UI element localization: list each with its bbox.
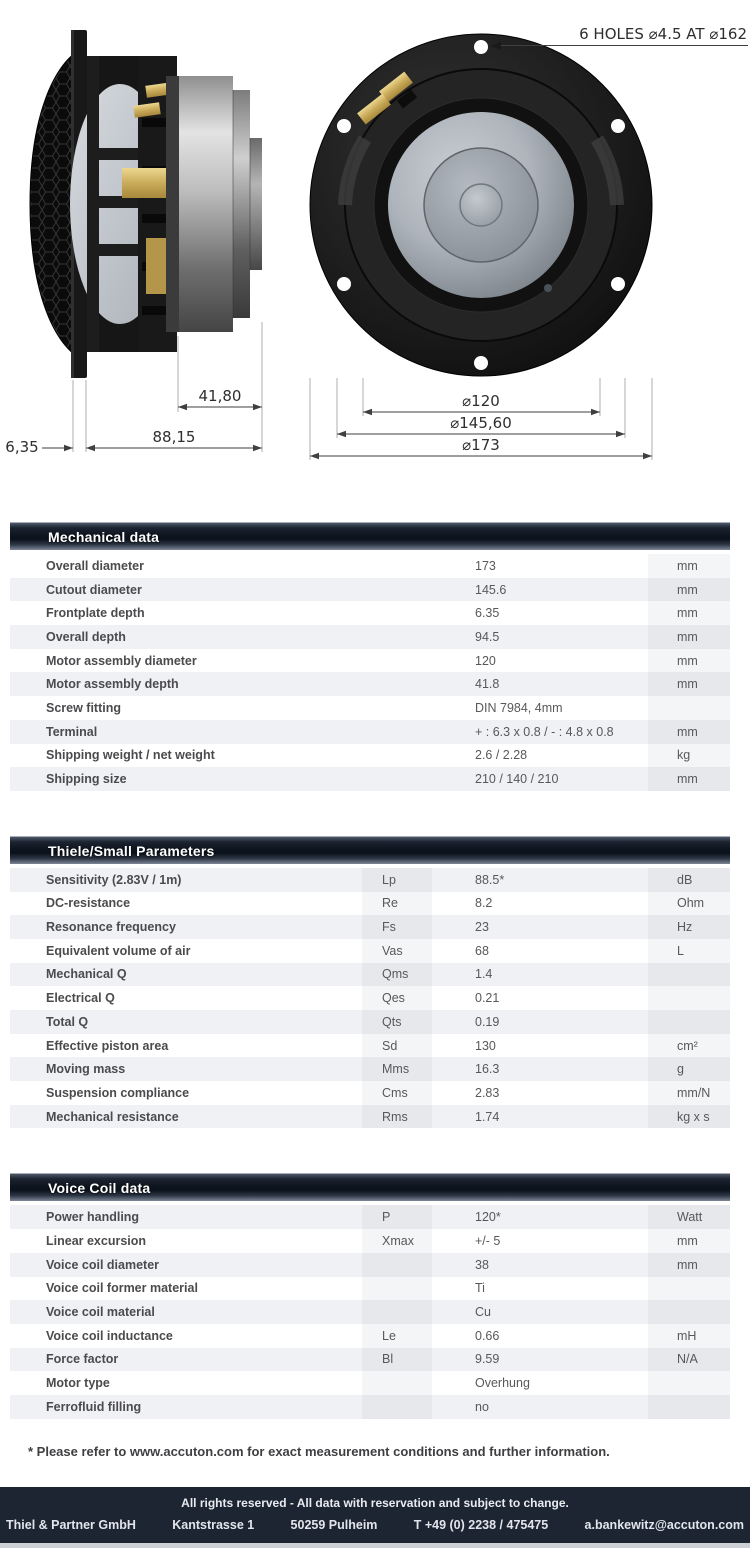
table-row xyxy=(10,1348,730,1372)
cell-unit: mm xyxy=(648,1253,730,1277)
table-title-voice-coil: Voice Coil data xyxy=(10,1173,730,1201)
cell-symbol xyxy=(362,578,432,602)
cell-label: Voice coil material xyxy=(46,1305,155,1320)
cell-symbol: Qes xyxy=(362,986,432,1010)
cell-symbol: Fs xyxy=(362,915,432,939)
technical-drawings xyxy=(0,0,750,470)
cell-symbol: Le xyxy=(362,1324,432,1348)
table-row xyxy=(10,1253,730,1277)
cell-label: Moving mass xyxy=(46,1062,126,1077)
cell-value: DIN 7984, 4mm xyxy=(475,700,563,715)
table-voice-coil-data xyxy=(10,1173,730,1418)
cell-unit: L xyxy=(648,939,730,963)
table-row xyxy=(10,1324,730,1348)
cell-value: 130 xyxy=(475,1038,496,1053)
cell-unit xyxy=(648,1395,730,1419)
cell-value: 0.19 xyxy=(475,1014,500,1029)
cell-value: 173 xyxy=(475,558,496,573)
table-row xyxy=(10,892,730,916)
table-body-voice-coil xyxy=(10,1205,730,1418)
cell-unit: Hz xyxy=(648,915,730,939)
cell-unit: kg xyxy=(648,744,730,768)
cell-label: Total Q xyxy=(46,1014,89,1029)
cell-symbol xyxy=(362,767,432,791)
cell-unit xyxy=(648,1300,730,1324)
cell-label: Cutout diameter xyxy=(46,582,142,597)
cell-symbol xyxy=(362,1300,432,1324)
cell-value: 2.83 xyxy=(475,1085,500,1100)
table-row xyxy=(10,963,730,987)
cell-label: Screw fitting xyxy=(46,700,122,715)
cell-value: 120* xyxy=(475,1210,501,1225)
cell-symbol xyxy=(362,554,432,578)
cell-value: 120 xyxy=(475,653,496,668)
cell-value: +/- 5 xyxy=(475,1233,501,1248)
cell-unit: dB xyxy=(648,868,730,892)
cell-unit xyxy=(648,986,730,1010)
table-row xyxy=(10,939,730,963)
cell-unit: Ohm xyxy=(648,892,730,916)
table-row xyxy=(10,1057,730,1081)
footer xyxy=(0,1487,750,1548)
cell-label: Mechanical Q xyxy=(46,967,127,982)
dimension-body-depth xyxy=(86,428,262,451)
cell-unit: cm² xyxy=(648,1034,730,1058)
cell-label: Frontplate depth xyxy=(46,606,145,621)
table-row xyxy=(10,1205,730,1229)
table-title-mechanical: Mechanical data xyxy=(10,522,730,550)
table-row xyxy=(10,1229,730,1253)
cell-symbol xyxy=(362,625,432,649)
cell-value: 210 / 140 / 210 xyxy=(475,772,559,787)
cell-value: 8.2 xyxy=(475,896,493,911)
table-row xyxy=(10,1300,730,1324)
dimension-label-body-depth: 88,15 xyxy=(152,428,196,446)
spec-tables xyxy=(10,522,730,1419)
holes-note-label: 6 HOLES ⌀4.5 AT ⌀162 xyxy=(579,25,747,43)
cell-unit: mm xyxy=(648,1229,730,1253)
cell-label: Resonance frequency xyxy=(46,920,176,935)
cell-label: Linear excursion xyxy=(46,1233,147,1248)
table-body-thiele-small xyxy=(10,868,730,1129)
cell-symbol xyxy=(362,601,432,625)
cell-unit: mm xyxy=(648,625,730,649)
cell-symbol xyxy=(362,1371,432,1395)
table-row xyxy=(10,1010,730,1034)
cell-symbol xyxy=(362,720,432,744)
footer-city: 50259 Pulheim xyxy=(290,1518,378,1532)
cell-value: Cu xyxy=(475,1305,491,1320)
table-row xyxy=(10,868,730,892)
cell-symbol xyxy=(362,744,432,768)
table-row xyxy=(10,625,730,649)
cell-value: 41.8 xyxy=(475,677,500,692)
cell-label: Shipping size xyxy=(46,772,127,787)
cell-symbol xyxy=(362,672,432,696)
cell-value: 23 xyxy=(475,920,489,935)
cell-value: 0.66 xyxy=(475,1328,500,1343)
table-row xyxy=(10,915,730,939)
cell-symbol xyxy=(362,1253,432,1277)
cell-unit: mH xyxy=(648,1324,730,1348)
cell-value: 0.21 xyxy=(475,991,500,1006)
table-row xyxy=(10,744,730,768)
table-row xyxy=(10,986,730,1010)
cell-symbol: Qts xyxy=(362,1010,432,1034)
cell-unit: mm/N xyxy=(648,1081,730,1105)
cell-value: 1.4 xyxy=(475,967,493,982)
cell-label: Terminal xyxy=(46,724,98,739)
cell-value: 88.5* xyxy=(475,872,505,887)
cell-symbol: Re xyxy=(362,892,432,916)
table-row xyxy=(10,554,730,578)
motor-side xyxy=(166,76,262,332)
cell-unit: mm xyxy=(648,720,730,744)
cell-symbol xyxy=(362,696,432,720)
table-title-thiele-small: Thiele/Small Parameters xyxy=(10,836,730,864)
cell-value: 38 xyxy=(475,1257,489,1272)
cell-label: Motor assembly diameter xyxy=(46,653,197,668)
footer-company: Thiel & Partner GmbH xyxy=(6,1518,136,1532)
cell-label: Electrical Q xyxy=(46,991,115,1006)
cell-unit: kg x s xyxy=(648,1105,730,1129)
table-row xyxy=(10,696,730,720)
cell-value: 1.74 xyxy=(475,1109,500,1124)
dimension-frontplate-depth xyxy=(5,438,73,456)
dimension-label-overall-diameter: ⌀173 xyxy=(462,436,500,454)
dimension-overall-diameter xyxy=(310,436,652,459)
cell-unit xyxy=(648,1277,730,1301)
cell-label: Overall diameter xyxy=(46,558,144,573)
table-row xyxy=(10,767,730,791)
footer-contact-line xyxy=(0,1518,750,1532)
cell-unit xyxy=(648,1371,730,1395)
dimension-cutout-diameter xyxy=(337,414,625,437)
cell-label: DC-resistance xyxy=(46,896,131,911)
table-row xyxy=(10,578,730,602)
cell-label: Voice coil inductance xyxy=(46,1328,173,1343)
cell-unit: mm xyxy=(648,601,730,625)
dimension-motor-diameter xyxy=(363,392,600,415)
cell-symbol: Vas xyxy=(362,939,432,963)
cell-label: Voice coil diameter xyxy=(46,1257,160,1272)
table-row xyxy=(10,649,730,673)
table-row xyxy=(10,1395,730,1419)
footer-rights-notice: All rights reserved - All data with reservation and subject to change. xyxy=(181,1496,569,1510)
table-row xyxy=(10,1034,730,1058)
pole-vent xyxy=(460,184,502,226)
cell-label: Effective piston area xyxy=(46,1038,169,1053)
cell-unit: g xyxy=(648,1057,730,1081)
table-thiele-small-parameters xyxy=(10,836,730,1129)
footer-phone: T +49 (0) 2238 / 475475 xyxy=(413,1518,549,1532)
cell-symbol: Lp xyxy=(362,868,432,892)
table-row xyxy=(10,1371,730,1395)
cell-unit: N/A xyxy=(648,1348,730,1372)
cell-unit xyxy=(648,1010,730,1034)
cell-value: 94.5 xyxy=(475,629,500,644)
drawing-svg xyxy=(0,0,750,470)
cell-label: Equivalent volume of air xyxy=(46,943,191,958)
cell-label: Power handling xyxy=(46,1210,140,1225)
cell-value: 9.59 xyxy=(475,1352,500,1367)
dimension-motor-depth xyxy=(178,387,262,410)
table-body-mechanical xyxy=(10,554,730,791)
cell-unit xyxy=(648,963,730,987)
cell-symbol xyxy=(362,1277,432,1301)
table-row xyxy=(10,1277,730,1301)
cell-label: Ferrofluid filling xyxy=(46,1399,142,1414)
cell-label: Shipping weight / net weight xyxy=(46,748,215,763)
cell-unit: Watt xyxy=(648,1205,730,1229)
cell-label: Motor assembly depth xyxy=(46,677,179,692)
cell-value: 2.6 / 2.28 xyxy=(475,748,528,763)
cell-value: Overhung xyxy=(475,1376,530,1391)
cell-symbol xyxy=(362,1395,432,1419)
side-view-drawing xyxy=(5,30,262,456)
cell-value: 68 xyxy=(475,943,489,958)
cell-symbol: Mms xyxy=(362,1057,432,1081)
front-view-drawing xyxy=(310,25,748,460)
table-row xyxy=(10,601,730,625)
cell-value: + : 6.3 x 0.8 / - : 4.8 x 0.8 xyxy=(475,724,614,739)
cell-symbol: P xyxy=(362,1205,432,1229)
cell-label: Mechanical resistance xyxy=(46,1109,179,1124)
cell-symbol: Sd xyxy=(362,1034,432,1058)
cell-label: Overall depth xyxy=(46,629,126,644)
dimension-label-motor-depth: 41,80 xyxy=(198,387,242,405)
dimension-label-frontplate-depth: 6,35 xyxy=(5,438,39,456)
cell-value: 6.35 xyxy=(475,606,500,621)
cell-label: Voice coil former material xyxy=(46,1281,198,1296)
cell-symbol: Cms xyxy=(362,1081,432,1105)
footnote: * Please refer to www.accuton.com for exact measurement conditions and further information. xyxy=(28,1443,610,1459)
cell-value: no xyxy=(475,1399,489,1414)
table-row xyxy=(10,720,730,744)
cell-unit: mm xyxy=(648,649,730,673)
cell-label: Suspension compliance xyxy=(46,1085,190,1100)
cell-label: Sensitivity (2.83V / 1m) xyxy=(46,872,182,887)
table-row xyxy=(10,1081,730,1105)
dimension-label-motor-diameter: ⌀120 xyxy=(462,392,500,410)
cell-value: 16.3 xyxy=(475,1062,500,1077)
cell-label: Motor type xyxy=(46,1376,110,1391)
cell-label: Force factor xyxy=(46,1352,119,1367)
cell-unit: mm xyxy=(648,554,730,578)
cell-symbol: Xmax xyxy=(362,1229,432,1253)
footer-email: a.bankewitz@accuton.com xyxy=(584,1518,744,1532)
table-mechanical-data xyxy=(10,522,730,791)
cell-unit xyxy=(648,696,730,720)
cell-symbol: Bl xyxy=(362,1348,432,1372)
dimension-label-cutout-diameter: ⌀145,60 xyxy=(450,414,512,432)
cell-value: Ti xyxy=(475,1281,485,1296)
cell-symbol: Rms xyxy=(362,1105,432,1129)
cell-value: 145.6 xyxy=(475,582,507,597)
table-row xyxy=(10,672,730,696)
cell-symbol: Qms xyxy=(362,963,432,987)
cell-unit: mm xyxy=(648,767,730,791)
footer-street: Kantstrasse 1 xyxy=(172,1518,255,1532)
table-row xyxy=(10,1105,730,1129)
cell-unit: mm xyxy=(648,672,730,696)
cell-unit: mm xyxy=(648,578,730,602)
cell-symbol xyxy=(362,649,432,673)
